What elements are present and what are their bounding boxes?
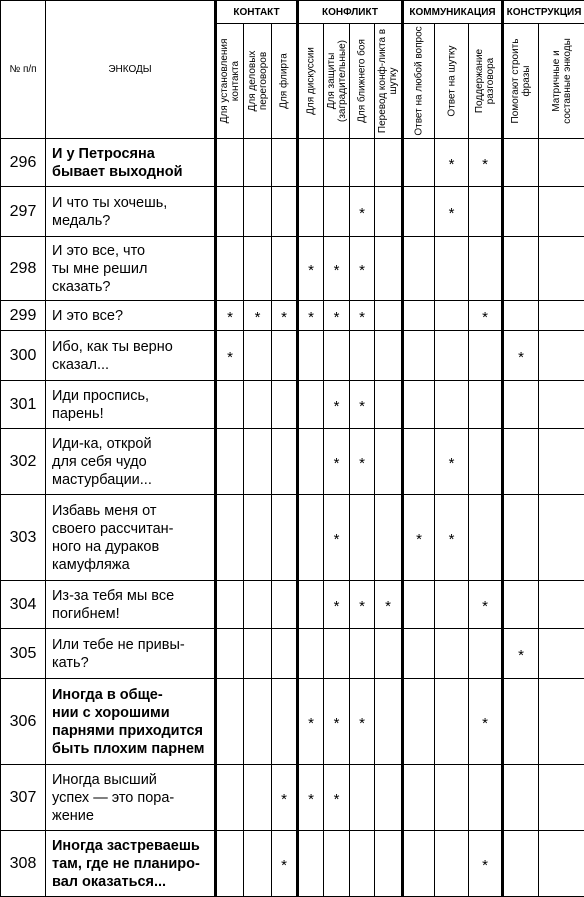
- asterisk-mark: *: [469, 831, 503, 897]
- encode-text: Иногда в обще- нии с хорошими парнями приходится быть плохим парнем: [46, 679, 216, 765]
- asterisk-mark: *: [435, 429, 469, 495]
- column-header-12: Матричные и составные энкоды: [539, 24, 584, 139]
- asterisk-mark: *: [375, 581, 403, 629]
- empty-cell: [503, 765, 539, 831]
- empty-cell: [469, 429, 503, 495]
- asterisk-mark: *: [350, 581, 375, 629]
- asterisk-mark: *: [298, 237, 324, 301]
- asterisk-mark: *: [298, 765, 324, 831]
- empty-cell: [503, 139, 539, 187]
- encodes-header: ЭНКОДЫ: [46, 1, 216, 139]
- encode-text: Иногда высший успех — это пора- жение: [46, 765, 216, 831]
- column-header-7: Перевод конф-ликта в шутку: [375, 24, 403, 139]
- column-header-9: Ответ на шутку: [435, 24, 469, 139]
- empty-cell: [435, 581, 469, 629]
- asterisk-mark: *: [350, 187, 375, 237]
- empty-cell: [244, 429, 272, 495]
- empty-cell: [403, 331, 435, 381]
- asterisk-mark: *: [350, 237, 375, 301]
- asterisk-mark: *: [435, 495, 469, 581]
- row-number: 297: [1, 187, 46, 237]
- asterisk-mark: *: [324, 495, 350, 581]
- table-row: [1, 765, 584, 831]
- asterisk-mark: *: [435, 139, 469, 187]
- empty-cell: [350, 139, 375, 187]
- column-header-2: Для деловых переговоров: [244, 24, 272, 139]
- empty-cell: [298, 831, 324, 897]
- column-header-5: Для защиты (заградительные): [324, 24, 350, 139]
- empty-cell: [324, 139, 350, 187]
- asterisk-mark: *: [435, 187, 469, 237]
- empty-cell: [216, 629, 244, 679]
- empty-cell: [403, 765, 435, 831]
- asterisk-mark: *: [350, 429, 375, 495]
- empty-cell: [539, 831, 584, 897]
- empty-cell: [350, 831, 375, 897]
- empty-cell: [375, 139, 403, 187]
- empty-cell: [244, 381, 272, 429]
- row-number: 308: [1, 831, 46, 897]
- empty-cell: [375, 831, 403, 897]
- empty-cell: [272, 237, 298, 301]
- empty-cell: [298, 429, 324, 495]
- asterisk-mark: *: [350, 301, 375, 331]
- encode-text: Иди проспись, парень!: [46, 381, 216, 429]
- empty-cell: [244, 765, 272, 831]
- table-row: [1, 429, 584, 495]
- empty-cell: [435, 679, 469, 765]
- empty-cell: [539, 331, 584, 381]
- empty-cell: [403, 381, 435, 429]
- table-row: [1, 831, 584, 897]
- empty-cell: [469, 629, 503, 679]
- empty-cell: [272, 381, 298, 429]
- empty-cell: [403, 581, 435, 629]
- number-header: № п/п: [1, 1, 46, 139]
- encode-text: Ибо, как ты верно сказал...: [46, 331, 216, 381]
- row-number: 307: [1, 765, 46, 831]
- empty-cell: [435, 629, 469, 679]
- asterisk-mark: *: [298, 301, 324, 331]
- empty-cell: [435, 381, 469, 429]
- row-number: 299: [1, 301, 46, 331]
- asterisk-mark: *: [324, 301, 350, 331]
- empty-cell: [503, 581, 539, 629]
- empty-cell: [403, 831, 435, 897]
- empty-cell: [539, 139, 584, 187]
- empty-cell: [298, 139, 324, 187]
- table-row: [1, 381, 584, 429]
- empty-cell: [403, 429, 435, 495]
- row-number: 303: [1, 495, 46, 581]
- empty-cell: [539, 187, 584, 237]
- table-row: [1, 495, 584, 581]
- empty-cell: [272, 495, 298, 581]
- empty-cell: [435, 831, 469, 897]
- empty-cell: [539, 301, 584, 331]
- empty-cell: [244, 495, 272, 581]
- empty-cell: [272, 429, 298, 495]
- empty-cell: [298, 187, 324, 237]
- row-number: 302: [1, 429, 46, 495]
- empty-cell: [403, 679, 435, 765]
- asterisk-mark: *: [469, 139, 503, 187]
- empty-cell: [469, 765, 503, 831]
- empty-cell: [244, 831, 272, 897]
- asterisk-mark: *: [216, 301, 244, 331]
- group-conflict-header: КОНФЛИКТ: [298, 1, 403, 24]
- asterisk-mark: *: [272, 301, 298, 331]
- empty-cell: [216, 581, 244, 629]
- encode-text: Из-за тебя мы все погибнем!: [46, 581, 216, 629]
- empty-cell: [539, 765, 584, 831]
- row-number: 306: [1, 679, 46, 765]
- empty-cell: [375, 381, 403, 429]
- empty-cell: [216, 765, 244, 831]
- asterisk-mark: *: [469, 679, 503, 765]
- empty-cell: [324, 831, 350, 897]
- empty-cell: [298, 331, 324, 381]
- table-row: [1, 581, 584, 629]
- table-row: [1, 679, 584, 765]
- table-row: [1, 301, 584, 331]
- asterisk-mark: *: [469, 301, 503, 331]
- empty-cell: [539, 629, 584, 679]
- encode-text: И что ты хочешь, медаль?: [46, 187, 216, 237]
- empty-cell: [272, 679, 298, 765]
- empty-cell: [298, 581, 324, 629]
- empty-cell: [272, 629, 298, 679]
- asterisk-mark: *: [503, 331, 539, 381]
- empty-cell: [244, 139, 272, 187]
- column-header-8: Ответ на любой вопрос: [403, 24, 435, 139]
- empty-cell: [503, 301, 539, 331]
- encode-text: Или тебе не привы- кать?: [46, 629, 216, 679]
- asterisk-mark: *: [324, 679, 350, 765]
- empty-cell: [350, 629, 375, 679]
- empty-cell: [298, 629, 324, 679]
- empty-cell: [298, 381, 324, 429]
- encode-text: И это все?: [46, 301, 216, 331]
- asterisk-mark: *: [350, 381, 375, 429]
- asterisk-mark: *: [272, 765, 298, 831]
- empty-cell: [375, 679, 403, 765]
- empty-cell: [216, 495, 244, 581]
- empty-cell: [435, 301, 469, 331]
- empty-cell: [403, 237, 435, 301]
- asterisk-mark: *: [469, 581, 503, 629]
- empty-cell: [539, 237, 584, 301]
- asterisk-mark: *: [298, 679, 324, 765]
- empty-cell: [350, 495, 375, 581]
- empty-cell: [375, 187, 403, 237]
- asterisk-mark: *: [503, 629, 539, 679]
- empty-cell: [216, 429, 244, 495]
- empty-cell: [403, 301, 435, 331]
- empty-cell: [244, 237, 272, 301]
- empty-cell: [469, 237, 503, 301]
- empty-cell: [324, 629, 350, 679]
- empty-cell: [324, 331, 350, 381]
- empty-cell: [503, 237, 539, 301]
- empty-cell: [216, 237, 244, 301]
- empty-cell: [272, 581, 298, 629]
- asterisk-mark: *: [324, 765, 350, 831]
- empty-cell: [435, 331, 469, 381]
- asterisk-mark: *: [216, 331, 244, 381]
- empty-cell: [503, 429, 539, 495]
- column-header-11: Помогают строить фразы: [503, 24, 539, 139]
- row-number: 305: [1, 629, 46, 679]
- empty-cell: [375, 237, 403, 301]
- encode-text: Иди-ка, открой для себя чудо мастурбации...: [46, 429, 216, 495]
- empty-cell: [539, 495, 584, 581]
- empty-cell: [435, 237, 469, 301]
- group-construction-header: КОНСТРУКЦИЯ: [503, 1, 584, 24]
- table-row: [1, 187, 584, 237]
- empty-cell: [375, 301, 403, 331]
- row-number: 304: [1, 581, 46, 629]
- encode-text: Избавь меня от своего рассчитан- ного на дураков камуфляжа: [46, 495, 216, 581]
- column-header-3: Для флирта: [272, 24, 298, 139]
- table-row: [1, 237, 584, 301]
- asterisk-mark: *: [324, 381, 350, 429]
- empty-cell: [403, 187, 435, 237]
- empty-cell: [503, 831, 539, 897]
- group-communication-header: КОММУНИКАЦИЯ: [403, 1, 503, 24]
- empty-cell: [272, 139, 298, 187]
- empty-cell: [244, 331, 272, 381]
- column-header-6: Для ближнего боя: [350, 24, 375, 139]
- empty-cell: [216, 139, 244, 187]
- empty-cell: [539, 429, 584, 495]
- group-contact-header: КОНТАКТ: [216, 1, 298, 24]
- column-header-1: Для установления контакта: [216, 24, 244, 139]
- empty-cell: [375, 495, 403, 581]
- empty-cell: [216, 381, 244, 429]
- asterisk-mark: *: [324, 429, 350, 495]
- empty-cell: [216, 187, 244, 237]
- row-number: 296: [1, 139, 46, 187]
- table-row: [1, 629, 584, 679]
- empty-cell: [272, 331, 298, 381]
- asterisk-mark: *: [324, 237, 350, 301]
- empty-cell: [469, 331, 503, 381]
- asterisk-mark: *: [350, 679, 375, 765]
- empty-cell: [244, 581, 272, 629]
- empty-cell: [469, 187, 503, 237]
- empty-cell: [244, 679, 272, 765]
- empty-cell: [216, 679, 244, 765]
- empty-cell: [503, 187, 539, 237]
- empty-cell: [324, 187, 350, 237]
- column-header-10: Поддержание разговора: [469, 24, 503, 139]
- empty-cell: [272, 187, 298, 237]
- empty-cell: [435, 765, 469, 831]
- asterisk-mark: *: [324, 581, 350, 629]
- row-number: 300: [1, 331, 46, 381]
- empty-cell: [375, 429, 403, 495]
- empty-cell: [469, 495, 503, 581]
- row-number: 301: [1, 381, 46, 429]
- empty-cell: [403, 139, 435, 187]
- encode-text: И у Петросяна бывает выходной: [46, 139, 216, 187]
- empty-cell: [244, 187, 272, 237]
- empty-cell: [503, 495, 539, 581]
- encode-text: И это все, что ты мне решил сказать?: [46, 237, 216, 301]
- empty-cell: [375, 765, 403, 831]
- empty-cell: [469, 381, 503, 429]
- empty-cell: [375, 331, 403, 381]
- asterisk-mark: *: [244, 301, 272, 331]
- table-row: [1, 139, 584, 187]
- empty-cell: [216, 831, 244, 897]
- empty-cell: [375, 629, 403, 679]
- column-header-4: Для дискуссии: [298, 24, 324, 139]
- empty-cell: [244, 629, 272, 679]
- empty-cell: [539, 581, 584, 629]
- table-row: [1, 331, 584, 381]
- empty-cell: [503, 679, 539, 765]
- empty-cell: [403, 629, 435, 679]
- encode-text: Иногда застреваешь там, где не планиро- вал оказаться...: [46, 831, 216, 897]
- empty-cell: [503, 381, 539, 429]
- asterisk-mark: *: [403, 495, 435, 581]
- empty-cell: [298, 495, 324, 581]
- empty-cell: [350, 331, 375, 381]
- row-number: 298: [1, 237, 46, 301]
- empty-cell: [350, 765, 375, 831]
- empty-cell: [539, 679, 584, 765]
- asterisk-mark: *: [272, 831, 298, 897]
- empty-cell: [539, 381, 584, 429]
